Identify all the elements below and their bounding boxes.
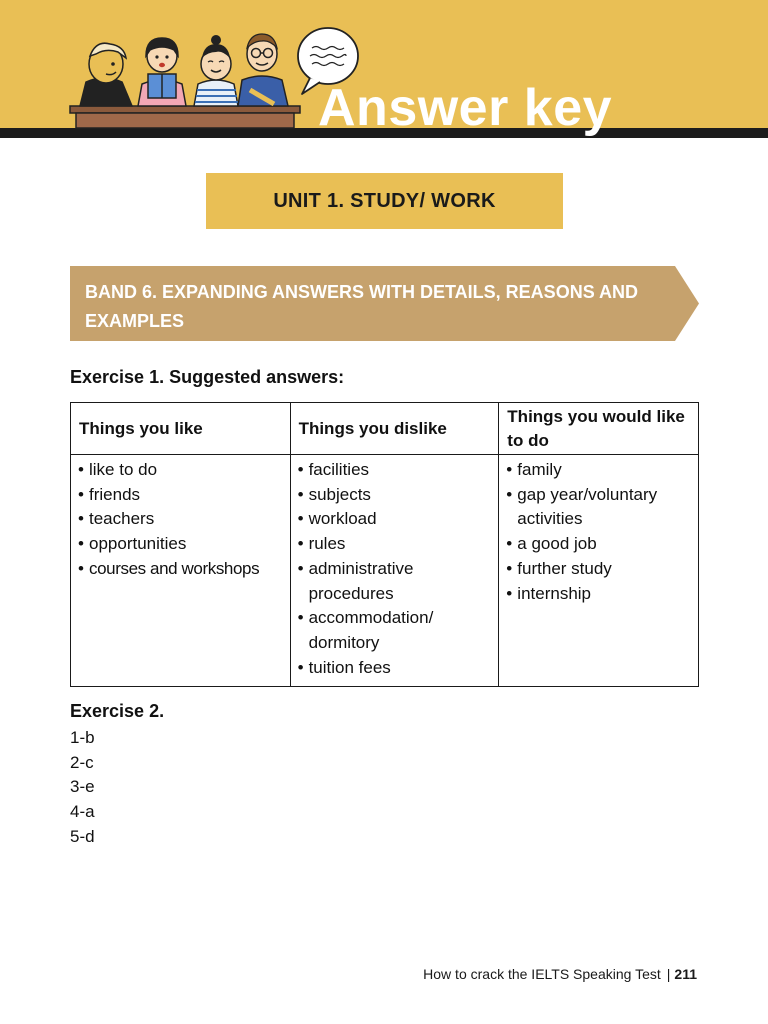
list-item: 2-c bbox=[70, 752, 94, 772]
page-footer bbox=[423, 966, 697, 982]
band-title: BAND 6. EXPANDING ANSWERS WITH DETAILS, REASONS AND EXAMPLES bbox=[85, 282, 639, 331]
list-item: 1-b bbox=[70, 728, 95, 747]
page-number: 211 bbox=[674, 966, 697, 982]
exercise-1-table bbox=[70, 402, 699, 687]
list-item: • subjects bbox=[298, 483, 492, 508]
table-header-row bbox=[71, 403, 699, 455]
list-item: 5-d bbox=[70, 826, 95, 846]
list-item: • teachers bbox=[78, 507, 283, 532]
table-cell-like bbox=[71, 455, 291, 687]
list-item: • administrative procedures bbox=[298, 557, 492, 606]
table-cell-dislike bbox=[290, 455, 499, 687]
list-item: • gap year/voluntary activities bbox=[506, 483, 691, 532]
unit-title: UNIT 1. STUDY/ WORK bbox=[206, 173, 563, 229]
band-banner bbox=[70, 266, 699, 341]
list-item: • further study bbox=[506, 557, 691, 582]
exercise-2-answers bbox=[70, 726, 95, 850]
footer-separator: | bbox=[666, 966, 671, 982]
footer-book-title: How to crack the IELTS Speaking Test bbox=[423, 966, 661, 982]
list-item: 4-a bbox=[70, 802, 95, 822]
list-item: • like to do bbox=[78, 458, 283, 483]
table-row bbox=[71, 455, 699, 687]
table-header-would-like: Things you would like to do bbox=[499, 403, 699, 455]
list-item: • friends bbox=[78, 483, 283, 508]
list-item: 3-e bbox=[70, 777, 95, 797]
table-cell-would-like bbox=[499, 455, 699, 687]
table-header-dislike: Things you dislike bbox=[290, 403, 499, 455]
list-item: • family bbox=[506, 458, 691, 483]
page-title: Answer key bbox=[318, 79, 613, 137]
list-item: • opportunities bbox=[78, 532, 283, 557]
table-header-like: Things you like bbox=[71, 403, 291, 455]
exercise-1-title: Exercise 1. Suggested answers: bbox=[70, 367, 345, 387]
list-item: • workload bbox=[298, 507, 492, 532]
list-item: • rules bbox=[298, 532, 492, 557]
list-item: • courses and workshops bbox=[78, 557, 283, 582]
exercise-2-title: Exercise 2. bbox=[70, 701, 165, 721]
list-item: • facilities bbox=[298, 458, 492, 483]
list-item: • tuition fees bbox=[298, 656, 492, 681]
list-item: • a good job bbox=[506, 532, 691, 557]
list-item: • internship bbox=[506, 582, 691, 607]
list-item: • accommodation/ dormitory bbox=[298, 606, 492, 655]
